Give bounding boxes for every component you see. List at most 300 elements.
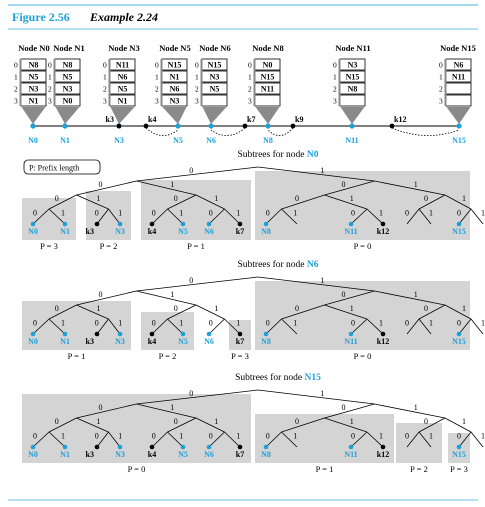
key-leaf-label: k7 bbox=[235, 450, 245, 459]
section-title-node: N0 bbox=[306, 150, 319, 160]
key-dot bbox=[117, 124, 122, 129]
node-leaf bbox=[63, 445, 68, 450]
finger-entry: N11 bbox=[451, 72, 466, 82]
key-leaf-label: k4 bbox=[147, 337, 157, 346]
finger-entry: N3 bbox=[62, 84, 73, 94]
finger-cell bbox=[255, 95, 280, 106]
node-header: Node N15 bbox=[440, 43, 476, 53]
subtree-shade bbox=[255, 171, 470, 240]
node-leaf-label: N5 bbox=[178, 337, 188, 346]
node-leaf bbox=[63, 222, 68, 227]
ring-node bbox=[14, 43, 50, 145]
key-leaf-label: k3 bbox=[85, 450, 94, 459]
prefix-length-label: P = 2 bbox=[410, 464, 428, 474]
finger-entry: N8 bbox=[62, 60, 73, 70]
subtree-shade bbox=[255, 281, 470, 350]
finger-entry: N3 bbox=[347, 60, 358, 70]
finger-cell bbox=[202, 95, 227, 106]
edge-label-zero: 0 bbox=[54, 304, 59, 313]
table-shadow bbox=[54, 59, 56, 106]
node-leaf-label: N6 bbox=[204, 450, 214, 459]
table-shadow bbox=[201, 59, 203, 106]
edge-label-zero: 0 bbox=[98, 290, 103, 299]
edge-label-zero: 0 bbox=[265, 431, 270, 441]
edge-label-zero: 0 bbox=[54, 417, 59, 426]
subtree-shade bbox=[141, 180, 251, 240]
prefix-length-label: P = 1 bbox=[67, 351, 86, 361]
edge-label-one: 1 bbox=[481, 208, 485, 218]
node-header: Node N8 bbox=[252, 43, 284, 53]
legend-text: P: Prefix length bbox=[29, 163, 80, 173]
key-dot bbox=[144, 124, 149, 129]
edge-label-one: 1 bbox=[96, 304, 101, 313]
edge-label-zero: 0 bbox=[351, 208, 355, 218]
table-shadow bbox=[254, 59, 256, 106]
finger-entry: N11 bbox=[115, 60, 130, 70]
section-title bbox=[237, 259, 318, 270]
finger-index: 0 bbox=[333, 60, 337, 70]
tree-edge bbox=[258, 390, 375, 404]
key-leaf-label: k12 bbox=[376, 337, 390, 346]
edge-label-one: 1 bbox=[349, 417, 354, 426]
node-pointer bbox=[341, 107, 365, 124]
node-pointer bbox=[22, 107, 46, 124]
node-dot bbox=[456, 123, 461, 128]
edge-label-zero: 0 bbox=[405, 431, 409, 441]
finger-index: 3 bbox=[48, 96, 52, 106]
finger-index: 2 bbox=[14, 84, 18, 94]
edge-label-one: 1 bbox=[96, 194, 101, 203]
edge-label-zero: 0 bbox=[295, 417, 299, 426]
node-leaf bbox=[457, 445, 462, 450]
node-label: N3 bbox=[114, 136, 124, 145]
key-leaf-label: k3 bbox=[85, 227, 94, 236]
edge-label-one: 1 bbox=[236, 431, 241, 441]
edge-label-one: 1 bbox=[61, 208, 65, 218]
edge-label-zero: 0 bbox=[351, 318, 355, 328]
edge-label-one: 1 bbox=[429, 431, 433, 441]
section-title-prefix: Subtrees for node bbox=[237, 260, 307, 270]
edge-label-one: 1 bbox=[293, 431, 298, 441]
key-leaf-label: k4 bbox=[147, 450, 157, 459]
tree-edge bbox=[445, 418, 471, 432]
finger-index: 1 bbox=[103, 72, 107, 82]
edge-label-one: 1 bbox=[179, 208, 184, 218]
prefix-length-label: P = 2 bbox=[158, 351, 177, 361]
node-leaf-label: N11 bbox=[344, 227, 358, 236]
edge-label-zero: 0 bbox=[457, 431, 461, 441]
edge-label-one: 1 bbox=[481, 431, 485, 441]
node-leaf bbox=[264, 222, 269, 227]
edge-label-zero: 0 bbox=[94, 431, 99, 441]
edge-label-one: 1 bbox=[379, 208, 383, 218]
ring-node bbox=[48, 43, 85, 145]
table-shadow bbox=[339, 59, 341, 106]
finger-index: 2 bbox=[48, 84, 52, 94]
edge-label-zero: 0 bbox=[151, 208, 156, 218]
node-leaf bbox=[31, 332, 36, 337]
key-leaf bbox=[238, 222, 243, 227]
prefix-length-label: P = 3 bbox=[450, 464, 468, 474]
finger-entry: N1 bbox=[28, 96, 39, 106]
node-leaf-label: N11 bbox=[344, 450, 358, 459]
key-mapping-arrow bbox=[268, 128, 293, 136]
edge-label-zero: 0 bbox=[457, 208, 461, 218]
finger-entry: N0 bbox=[262, 60, 273, 70]
edge-label-one: 1 bbox=[293, 208, 298, 218]
prefix-length-label: P = 0 bbox=[127, 464, 146, 474]
edge-label-zero: 0 bbox=[151, 318, 156, 328]
section-title-prefix: Subtrees for node bbox=[235, 373, 305, 383]
edge-label-zero: 0 bbox=[424, 417, 428, 426]
finger-index: 0 bbox=[439, 60, 443, 70]
edge-label-one: 1 bbox=[214, 417, 219, 426]
finger-index: 1 bbox=[155, 72, 159, 82]
edge-label-one: 1 bbox=[236, 208, 241, 218]
node-label: N11 bbox=[345, 136, 359, 145]
node-leaf-label: N8 bbox=[261, 337, 271, 346]
edge-label-one: 1 bbox=[179, 318, 184, 328]
finger-index: 3 bbox=[14, 96, 18, 106]
edge-label-one: 1 bbox=[293, 318, 298, 328]
edge-label-one: 1 bbox=[320, 166, 325, 175]
key-leaf bbox=[150, 222, 155, 227]
edge-label-zero: 0 bbox=[98, 180, 103, 189]
finger-entry: N11 bbox=[260, 84, 275, 94]
subtree-section bbox=[22, 259, 485, 361]
finger-entry: N15 bbox=[207, 60, 222, 70]
tree-edge bbox=[137, 277, 259, 291]
edge-label-one: 1 bbox=[61, 318, 65, 328]
key-label: k4 bbox=[148, 115, 157, 124]
prefix-length-label: P = 0 bbox=[353, 241, 372, 251]
finger-index: 0 bbox=[195, 60, 199, 70]
node-dot bbox=[265, 123, 270, 128]
node-label: N6 bbox=[206, 136, 216, 145]
node-leaf-label: N1 bbox=[60, 227, 70, 236]
edge-label-zero: 0 bbox=[94, 208, 99, 218]
finger-index: 2 bbox=[155, 84, 159, 94]
node-leaf-label: N3 bbox=[115, 450, 125, 459]
edge-label-zero: 0 bbox=[424, 304, 428, 313]
section-title-prefix: Subtrees for node bbox=[237, 150, 307, 160]
node-dot bbox=[349, 123, 354, 128]
node-leaf bbox=[181, 222, 186, 227]
finger-index: 0 bbox=[14, 60, 18, 70]
finger-entry: N3 bbox=[28, 84, 39, 94]
table-shadow bbox=[445, 59, 447, 106]
key-leaf-label: k7 bbox=[235, 227, 245, 236]
subtree-section bbox=[22, 372, 485, 474]
key-leaf bbox=[381, 222, 386, 227]
node-dot bbox=[175, 123, 180, 128]
key-leaf-label: k12 bbox=[376, 450, 390, 459]
node-header: Node N11 bbox=[335, 43, 371, 53]
finger-entry: N8 bbox=[28, 60, 39, 70]
key-mapping-arrow bbox=[392, 128, 459, 136]
node-leaf-label: N6 bbox=[204, 337, 214, 346]
edge-label-zero: 0 bbox=[208, 318, 213, 328]
key-leaf bbox=[238, 445, 243, 450]
node-leaf bbox=[207, 332, 212, 337]
edge-label-one: 1 bbox=[429, 208, 433, 218]
edge-label-zero: 0 bbox=[405, 318, 409, 328]
finger-entry: N3 bbox=[169, 96, 180, 106]
node-header: Node N5 bbox=[159, 43, 191, 53]
tree-edge bbox=[137, 167, 259, 181]
finger-entry: N8 bbox=[347, 84, 358, 94]
node-label: N5 bbox=[173, 136, 183, 145]
node-leaf-label: N15 bbox=[452, 450, 466, 459]
subtree-shade bbox=[255, 414, 394, 463]
node-leaf-label: N11 bbox=[344, 337, 358, 346]
node-header: Node N6 bbox=[199, 43, 231, 53]
node-leaf bbox=[207, 222, 212, 227]
edge-label-zero: 0 bbox=[151, 431, 156, 441]
table-shadow bbox=[109, 59, 111, 106]
finger-index: 1 bbox=[248, 72, 252, 82]
section-title-node: N6 bbox=[306, 260, 319, 270]
node-header: Node N0 bbox=[18, 43, 50, 53]
node-leaf-label: N5 bbox=[178, 450, 188, 459]
finger-index: 1 bbox=[48, 72, 52, 82]
finger-index: 1 bbox=[333, 72, 337, 82]
finger-entry: N6 bbox=[169, 84, 180, 94]
edge-label-zero: 0 bbox=[94, 318, 99, 328]
node-leaf-label: N15 bbox=[452, 227, 466, 236]
node-pointer bbox=[256, 107, 280, 124]
edge-label-zero: 0 bbox=[33, 318, 37, 328]
figure-title: Example 2.24 bbox=[90, 10, 158, 24]
finger-index: 0 bbox=[103, 60, 107, 70]
edge-label-one: 1 bbox=[349, 194, 354, 203]
finger-entry: N6 bbox=[117, 72, 128, 82]
key-dot bbox=[390, 124, 395, 129]
prefix-length-label: P = 1 bbox=[315, 464, 334, 474]
finger-index: 2 bbox=[195, 84, 199, 94]
section-title-node: N15 bbox=[304, 373, 321, 383]
table-shadow bbox=[161, 59, 163, 106]
node-leaf-label: N1 bbox=[60, 450, 70, 459]
edge-label-one: 1 bbox=[413, 290, 418, 299]
ring-node bbox=[155, 43, 191, 145]
edge-label-zero: 0 bbox=[341, 403, 346, 412]
edge-label-zero: 0 bbox=[54, 194, 59, 203]
node-dot bbox=[208, 123, 213, 128]
node-leaf-label: N5 bbox=[178, 227, 188, 236]
node-leaf-label: N6 bbox=[204, 227, 214, 236]
finger-entry: N5 bbox=[28, 72, 39, 82]
table-shadow bbox=[20, 59, 22, 106]
key-dot bbox=[243, 124, 248, 129]
finger-index: 2 bbox=[439, 84, 443, 94]
edge-label-one: 1 bbox=[170, 180, 175, 189]
edge-label-one: 1 bbox=[236, 318, 241, 328]
edge-label-zero: 0 bbox=[173, 417, 178, 426]
edge-label-one: 1 bbox=[462, 417, 466, 426]
node-label: N15 bbox=[452, 136, 466, 145]
node-leaf bbox=[207, 445, 212, 450]
node-leaf-label: N15 bbox=[452, 337, 466, 346]
node-header: Node N1 bbox=[53, 43, 85, 53]
node-dot bbox=[62, 123, 67, 128]
node-leaf bbox=[63, 332, 68, 337]
edge-label-one: 1 bbox=[179, 431, 184, 441]
node-leaf bbox=[457, 332, 462, 337]
ring-node bbox=[248, 43, 284, 145]
node-leaf bbox=[264, 445, 269, 450]
edge-label-zero: 0 bbox=[33, 431, 37, 441]
edge-label-zero: 0 bbox=[189, 389, 194, 398]
subtree-sections bbox=[22, 149, 485, 474]
edge-label-zero: 0 bbox=[208, 431, 213, 441]
finger-entry: N5 bbox=[209, 84, 220, 94]
finger-index: 3 bbox=[103, 96, 107, 106]
edge-label-one: 1 bbox=[170, 290, 175, 299]
finger-index: 0 bbox=[48, 60, 52, 70]
key-leaf bbox=[95, 445, 100, 450]
node-leaf-label: N3 bbox=[115, 227, 125, 236]
key-leaf bbox=[381, 445, 386, 450]
finger-entry: N5 bbox=[62, 72, 73, 82]
node-leaf bbox=[118, 332, 123, 337]
edge-label-one: 1 bbox=[379, 431, 383, 441]
edge-label-zero: 0 bbox=[208, 208, 213, 218]
key-mapping-arrow bbox=[146, 128, 178, 136]
section-title bbox=[235, 372, 321, 383]
node-leaf bbox=[181, 332, 186, 337]
key-leaf-label: k4 bbox=[147, 227, 157, 236]
node-pointer bbox=[111, 107, 135, 124]
node-leaf-label: N3 bbox=[115, 337, 125, 346]
finger-entry: N15 bbox=[167, 60, 182, 70]
key-label: k12 bbox=[394, 115, 407, 124]
edge-label-zero: 0 bbox=[341, 180, 346, 189]
node-leaf bbox=[118, 445, 123, 450]
finger-index: 0 bbox=[248, 60, 252, 70]
finger-index: 3 bbox=[155, 96, 159, 106]
node-label: N8 bbox=[263, 136, 273, 145]
key-mapping-arrow bbox=[211, 128, 245, 136]
node-leaf bbox=[349, 332, 354, 337]
node-label: N0 bbox=[28, 136, 38, 145]
edge-label-zero: 0 bbox=[405, 208, 409, 218]
edge-label-zero: 0 bbox=[341, 290, 346, 299]
edge-label-zero: 0 bbox=[98, 403, 103, 412]
finger-entry: N15 bbox=[345, 72, 360, 82]
key-leaf-label: k3 bbox=[85, 337, 94, 346]
edge-label-one: 1 bbox=[462, 194, 466, 203]
edge-label-zero: 0 bbox=[189, 166, 194, 175]
edge-label-zero: 0 bbox=[457, 318, 461, 328]
node-pointer bbox=[447, 107, 471, 124]
prefix-legend bbox=[24, 160, 100, 174]
key-label: k9 bbox=[295, 115, 304, 124]
edge-label-zero: 0 bbox=[173, 194, 178, 203]
edge-label-zero: 0 bbox=[295, 194, 299, 203]
ring-node bbox=[439, 43, 476, 145]
ring-node bbox=[103, 43, 140, 145]
edge-label-one: 1 bbox=[118, 318, 123, 328]
node-pointer bbox=[163, 107, 187, 124]
edge-label-zero: 0 bbox=[265, 208, 270, 218]
finger-index: 1 bbox=[195, 72, 199, 82]
finger-index: 2 bbox=[103, 84, 107, 94]
edge-label-one: 1 bbox=[429, 318, 433, 328]
edge-label-one: 1 bbox=[118, 431, 123, 441]
key-leaf bbox=[150, 445, 155, 450]
edge-label-one: 1 bbox=[320, 389, 325, 398]
ring-node bbox=[333, 43, 371, 145]
node-leaf bbox=[264, 332, 269, 337]
ring-diagram bbox=[14, 43, 476, 145]
edge-label-zero: 0 bbox=[265, 318, 270, 328]
node-leaf bbox=[457, 222, 462, 227]
key-label: k3 bbox=[105, 115, 114, 124]
node-leaf bbox=[31, 222, 36, 227]
finger-entry: N5 bbox=[117, 84, 128, 94]
finger-cell bbox=[340, 95, 365, 106]
finger-cell bbox=[446, 95, 471, 106]
key-leaf bbox=[95, 332, 100, 337]
key-leaf bbox=[381, 332, 386, 337]
node-leaf-label: N0 bbox=[28, 227, 38, 236]
edge-label-one: 1 bbox=[379, 318, 383, 328]
finger-entry: N6 bbox=[453, 60, 464, 70]
key-leaf bbox=[238, 332, 243, 337]
prefix-length-label: P = 3 bbox=[40, 241, 58, 251]
node-leaf-label: N0 bbox=[28, 450, 38, 459]
figure-number: Figure 2.56 bbox=[12, 10, 70, 24]
node-leaf bbox=[181, 445, 186, 450]
key-leaf bbox=[95, 222, 100, 227]
prefix-length-label: P = 1 bbox=[187, 241, 205, 251]
finger-index: 3 bbox=[439, 96, 443, 106]
finger-cell bbox=[446, 83, 471, 94]
finger-entry: N3 bbox=[209, 72, 220, 82]
finger-index: 0 bbox=[155, 60, 159, 70]
edge-label-one: 1 bbox=[413, 180, 418, 189]
key-label: k7 bbox=[247, 115, 256, 124]
edge-label-zero: 0 bbox=[424, 194, 428, 203]
section-title bbox=[237, 149, 318, 160]
edge-label-one: 1 bbox=[462, 304, 466, 313]
node-leaf bbox=[118, 222, 123, 227]
key-leaf-label: k7 bbox=[235, 337, 245, 346]
node-leaf-label: N1 bbox=[60, 337, 70, 346]
finger-index: 3 bbox=[195, 96, 199, 106]
node-dot bbox=[30, 123, 35, 128]
node-leaf bbox=[349, 445, 354, 450]
finger-index: 3 bbox=[248, 96, 252, 106]
edge-label-zero: 0 bbox=[351, 431, 355, 441]
finger-index: 1 bbox=[14, 72, 18, 82]
edge-label-zero: 0 bbox=[189, 276, 194, 285]
subtree-shade bbox=[396, 423, 442, 463]
finger-index: 1 bbox=[439, 72, 443, 82]
key-dot bbox=[291, 124, 296, 129]
node-label: N1 bbox=[60, 136, 70, 145]
node-leaf-label: N0 bbox=[28, 337, 38, 346]
key-leaf-label: k12 bbox=[376, 227, 390, 236]
prefix-length-label: P = 0 bbox=[353, 351, 372, 361]
finger-entry: N0 bbox=[62, 96, 73, 106]
node-header: Node N3 bbox=[108, 43, 140, 53]
edge-label-one: 1 bbox=[61, 431, 65, 441]
edge-label-one: 1 bbox=[170, 403, 175, 412]
node-leaf bbox=[31, 445, 36, 450]
edge-label-zero: 0 bbox=[173, 304, 178, 313]
